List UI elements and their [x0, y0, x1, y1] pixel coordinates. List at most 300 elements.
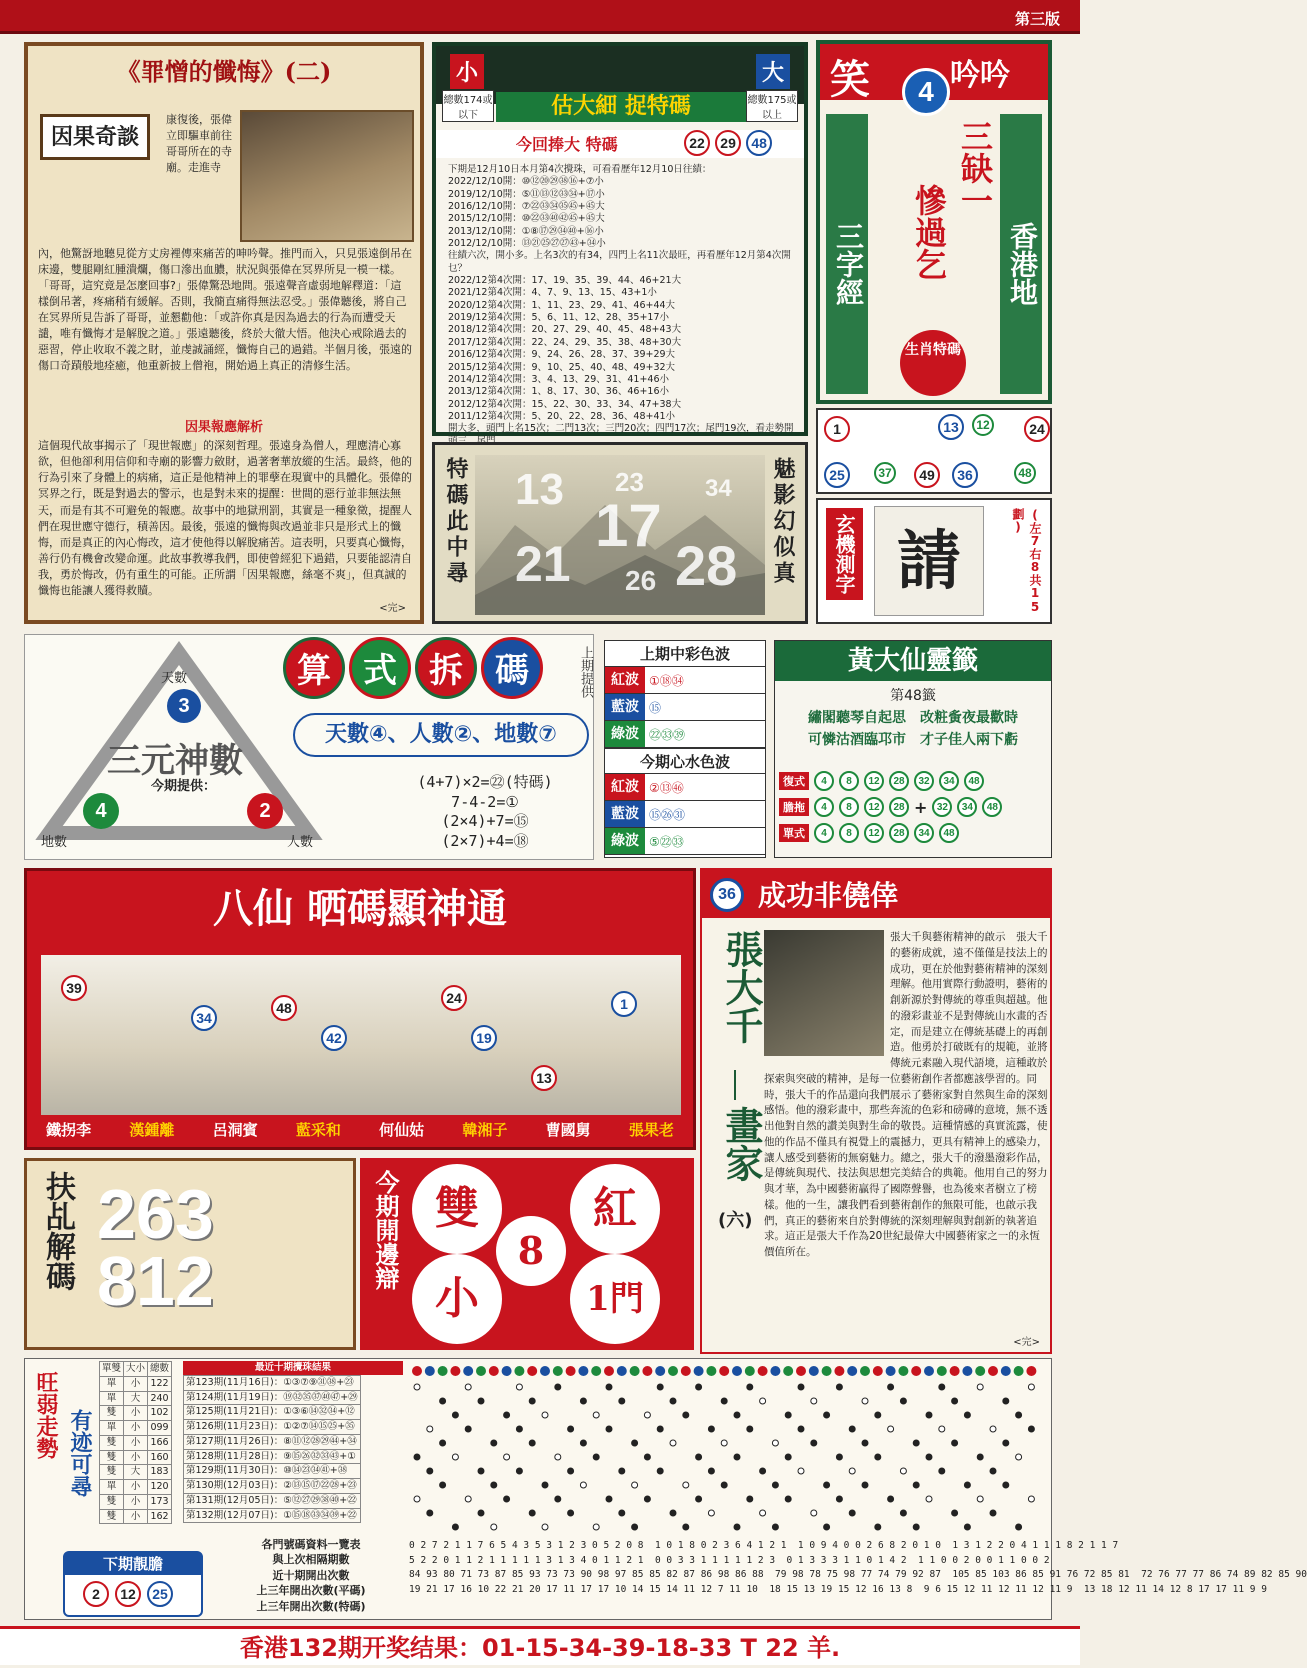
trend-dot [632, 1440, 638, 1446]
trend-dot [990, 1426, 996, 1432]
success-portrait [764, 930, 884, 1056]
trend-dot [913, 1482, 919, 1488]
wts-ball: 12 [864, 797, 884, 817]
trend-dot [1016, 1454, 1022, 1460]
trend-dot [964, 1524, 970, 1530]
grid-header-dot [796, 1366, 806, 1376]
success-title: 成功非僥倖 [758, 879, 899, 912]
trend-dot [964, 1412, 970, 1418]
trend-dot [478, 1468, 484, 1474]
joke-riddle-2: 慘過乞 [910, 184, 948, 280]
joke-panel [816, 40, 1052, 404]
trend-dot [542, 1482, 548, 1488]
mini-cell: 大 [124, 1391, 148, 1406]
trend-dot [529, 1398, 535, 1404]
immortal-ball: 1 [611, 991, 637, 1017]
recent-row: 第127期(11月26日)：⑧⑪⑫㉘㉙㊹+㉞ [184, 1434, 361, 1449]
zodiac-stamp: 生肖特碼 [900, 330, 966, 396]
mini-cell: 小 [124, 1450, 148, 1465]
mini-cell: 160 [148, 1450, 172, 1465]
trend-dot [964, 1482, 970, 1488]
grid-header-dot [937, 1366, 947, 1376]
wave-values: ⑤㉒㉝ [649, 834, 684, 849]
history-row: 2012/12第4次開：15、22、30、33、34、47+38大 [448, 398, 682, 410]
trend-dot [1003, 1398, 1009, 1404]
fuji-numbers [97, 1175, 214, 1320]
period-red: 紅 [570, 1164, 660, 1254]
wts-row [779, 797, 1047, 817]
trend-dot [529, 1440, 535, 1446]
trend-dot [888, 1384, 894, 1390]
trend-dot [888, 1496, 894, 1502]
grid-header-dot [425, 1366, 435, 1376]
wave-key: 綠波 [605, 721, 645, 747]
grid-header-dot [655, 1366, 665, 1376]
calc-line: (4+7)×2=㉒(特碼) [417, 773, 553, 791]
grid-header-dot [758, 1366, 768, 1376]
trend-dot [632, 1524, 638, 1530]
success-body [764, 930, 1048, 1350]
trend-dot [465, 1426, 471, 1432]
trend-dot [913, 1524, 919, 1530]
wts-poem-line: 繡閣聽琴自起思 改粧夤夜最歡時 [808, 710, 1018, 726]
riddle-label: 玄機測字 [826, 508, 863, 600]
wave-values: ⑮ [649, 700, 662, 715]
summary-labels [211, 1537, 411, 1614]
trend-dot [811, 1510, 817, 1516]
heaven-ball: 3 [167, 689, 201, 723]
trend-dot [606, 1384, 612, 1390]
grid-header-dot [834, 1366, 844, 1376]
draw-result: 香港132期开奖结果：01-15-34-39-18-33 T 22 羊. [0, 1626, 1080, 1665]
eight-names [27, 1119, 693, 1140]
zodiac-ball: 24 [1024, 416, 1050, 442]
story-illustration [240, 110, 414, 242]
zodiac-ball: 37 [874, 462, 896, 484]
wts-ball: 28 [889, 797, 909, 817]
trend-dot [939, 1384, 945, 1390]
history-row: 2020/12第4次開：1、11、23、29、41、46+44大 [448, 299, 676, 311]
mini-cell: 雙 [100, 1509, 124, 1524]
mini-cell: 小 [124, 1435, 148, 1450]
joke-number-ball: 4 [902, 68, 950, 116]
trend-dot [632, 1482, 638, 1488]
trend-dot [772, 1482, 778, 1488]
trend-dot [696, 1384, 702, 1390]
big-range-label: 總數175或以上 [746, 90, 798, 122]
grid-header-dot [706, 1366, 716, 1376]
trend-dot [824, 1482, 830, 1488]
grid-header-dot [694, 1366, 704, 1376]
wave-row [605, 774, 765, 801]
history-row: 2013/12/10開：①⑧⑰㉙㉞㊵+⑯小 [448, 225, 604, 237]
earth-label: 地數 [41, 835, 68, 850]
immortal-name: 張果老 [628, 1121, 674, 1139]
mini-cell: 173 [148, 1494, 172, 1509]
trend-dot [849, 1426, 855, 1432]
grid-header-dot [630, 1366, 640, 1376]
trend-dot [862, 1398, 868, 1404]
history-row: 往績六次，開小多。上名3次的有34，四門上名11次最旺，再看歷年12月第4次開乜？ [448, 250, 791, 274]
this-wave-title: 今期心水色波 [605, 748, 765, 774]
history-row: 2013/12第4次開：1、8、17、30、36、46+16小 [448, 386, 670, 398]
trend-dot [1003, 1482, 1009, 1488]
trend-dot [849, 1468, 855, 1474]
trend-dot [1016, 1524, 1022, 1530]
trend-label-2: 有迹可尋 [67, 1409, 93, 1497]
history-text [448, 164, 798, 460]
ink-number: 21 [515, 536, 571, 592]
period-panel [360, 1158, 694, 1350]
wave-row [605, 801, 765, 828]
immortal-ball: 13 [531, 1065, 557, 1091]
formula-sum: 天數④、人數②、地數⑦ [293, 713, 589, 757]
joke-header [820, 44, 1048, 107]
fuji-label: 扶乩解碼 [40, 1171, 75, 1291]
trend-dot [785, 1412, 791, 1418]
trend-dot [478, 1398, 484, 1404]
small-range-label: 總數174或以下 [442, 90, 494, 122]
recent-row: 第126期(11月23日)：①②⑦⑭⑮㉕+㉟ [184, 1420, 361, 1435]
trend-dot [798, 1468, 804, 1474]
trend-dot [1028, 1496, 1034, 1502]
zodiac-ball: 48 [1014, 462, 1036, 484]
mini-cell: 小 [124, 1509, 148, 1524]
trend-dot [760, 1468, 766, 1474]
trend-dot [478, 1510, 484, 1516]
history-row: 開大多，頭門上名15次；二門13次；三門20次；四門17次；尾門19次，看走勢開 [448, 423, 794, 435]
period-small: 小 [412, 1254, 502, 1344]
wts-ball: 8 [839, 797, 859, 817]
wts-poem-line: 可憐沽酒臨邛市 才子佳人兩下虧 [808, 732, 1018, 749]
grid-header-dot [809, 1366, 819, 1376]
human-ball: 2 [247, 793, 283, 829]
trend-dot [465, 1384, 471, 1390]
odd-even-table [99, 1361, 179, 1524]
trend-dot [1028, 1384, 1034, 1390]
mini-head: 大小 [124, 1362, 148, 1377]
trend-dot [580, 1398, 586, 1404]
summary-line: 各門號碼資料一覽表 [261, 1538, 361, 1551]
grid-header-dot [873, 1366, 883, 1376]
trend-dot [836, 1496, 842, 1502]
period-center: 8 [496, 1216, 566, 1286]
mini-cell: 雙 [100, 1406, 124, 1421]
trend-dot [1003, 1440, 1009, 1446]
joke-right-column: 香港地 [1000, 114, 1042, 394]
wts-ball: 28 [889, 771, 909, 791]
grid-header-dot [745, 1366, 755, 1376]
eight-immortals-panel [24, 868, 696, 1150]
riddle-panel [816, 498, 1052, 624]
trend-dot [452, 1524, 458, 1530]
trend-dot [708, 1426, 714, 1432]
immortal-name: 何仙姑 [379, 1121, 425, 1139]
big-mark: 大 [756, 54, 790, 89]
period-door: 1門 [570, 1254, 660, 1344]
zodiac-ball: 12 [972, 414, 994, 436]
story-subtitle: 因果報應解析 [184, 420, 263, 435]
mini-cell: 大 [124, 1465, 148, 1480]
pick-text: 今回捧大 特碼 [516, 135, 618, 154]
summary-rows [409, 1539, 1307, 1598]
zodiac-ball: 25 [824, 462, 850, 488]
trend-dot [555, 1496, 561, 1502]
grid-header-dot [822, 1366, 832, 1376]
mini-cell: 240 [148, 1391, 172, 1406]
trend-dot [568, 1510, 574, 1516]
trend-dot [785, 1454, 791, 1460]
next-pick-balls [83, 1581, 173, 1607]
summary-line: 上三年開出次數(平碼) [256, 1584, 366, 1598]
grid-header-dot [412, 1366, 422, 1376]
summary-row: 84 93 80 71 73 87 85 93 73 73 90 98 97 85 85 82 87 86 98 86 88 79 98 78 75 98 77 74 79 92 87 105 85 103 86 85 91 76 72 85 81 72 76 77 77 86 74 89 82 85 90 [409, 1569, 1307, 1581]
wts-ball: 28 [889, 823, 909, 843]
trend-dot [504, 1454, 510, 1460]
success-number: 36 [710, 878, 744, 912]
trend-dot [862, 1482, 868, 1488]
trend-dot [427, 1426, 433, 1432]
mini-cell: 122 [148, 1376, 172, 1391]
wts-row-label: 膽拖 [779, 798, 809, 816]
trend-dot [939, 1468, 945, 1474]
trend-dot [644, 1496, 650, 1502]
wave-key: 綠波 [605, 828, 645, 854]
wts-ball: 4 [814, 797, 834, 817]
wts-ball: 48 [982, 797, 1002, 817]
pick-balls [684, 130, 772, 156]
trend-dot [683, 1412, 689, 1418]
wave-row [605, 721, 765, 748]
trend-dot [1028, 1426, 1034, 1432]
trend-dot [836, 1454, 842, 1460]
immortal-ball: 34 [191, 1005, 217, 1031]
wts-row [779, 823, 1047, 843]
success-subject: 畫家 [719, 1106, 764, 1182]
grid-header-dot [463, 1366, 473, 1376]
wts-ball: 34 [939, 771, 959, 791]
trend-dot [644, 1454, 650, 1460]
pick-ball: 48 [746, 130, 772, 156]
mini-cell: 小 [124, 1494, 148, 1509]
wts-ball: 48 [939, 823, 959, 843]
grid-header-dot [886, 1366, 896, 1376]
top-banner [0, 0, 1080, 34]
mini-head: 總數 [148, 1362, 172, 1377]
trend-dot [606, 1496, 612, 1502]
trend-dot [606, 1426, 612, 1432]
grid-header-dot [604, 1366, 614, 1376]
trend-dot [657, 1426, 663, 1432]
grid-header-dot [962, 1366, 972, 1376]
wts-ball: 4 [814, 823, 834, 843]
trend-dot [696, 1454, 702, 1460]
riddle-character: 請 [874, 506, 984, 616]
recent-row: 第124期(11月19日)：⑲㉜㉟㊲㊵㊼+㉙ [184, 1390, 361, 1405]
trend-dot [452, 1454, 458, 1460]
history-row: 2021/12第4次開：4、7、9、13、15、43+1小 [448, 287, 657, 299]
next-pick-box [63, 1551, 203, 1617]
story-analysis: 這個現代故事揭示了「現世報應」的深刻哲理。張遠身為僧人，理應清心寡欲，但他卻利用信仰和寺廟的影響力斂財，過著奢華放縱的生活。最終，他的行為引來了身體上的病痛，這正是他精神上的罪孽在現實中的具體化。張偉的冥界之行，既是對過去的警示，也是對未來的提醒：世間的惡行並非無法無天，而是有其不可避免的報應。故事中的地獄刑罰，其實是一種象徵，提醒人們在現世應守德行，積善因。最後，張遠的懺悔與改過並非只是形式上的懺悔，而是真正的內心悔改，這才使他得以解脫痛苦。這表明，只要真心懺悔，善行仍有機會改變命運。此故事教導我們，即使曾經犯下過錯，只要能認清自我，勇於悔改，仍有重生的可能。正所謂「因果報應，絲毫不爽」，但真誠的懺悔也能讓人獲得救贖。 [38, 439, 412, 598]
grid-header-dot [578, 1366, 588, 1376]
trend-dot [772, 1524, 778, 1530]
wts-ball: 48 [964, 771, 984, 791]
grid-header-dot [847, 1366, 857, 1376]
trend-dot [504, 1412, 510, 1418]
trend-dot [465, 1496, 471, 1502]
trend-dot [516, 1384, 522, 1390]
ink-number: 13 [515, 465, 564, 514]
trend-dot [683, 1524, 689, 1530]
calc-line: (2×4)+7=⑮ [441, 812, 529, 830]
success-text: 張大千與藝術精神的啟示 張大千的藝術成就，遠不僅僅是技法上的成功，更在於他對藝術精神的深刻理解。他用實際行動證明，藝術的創新源於對傳統的尊重與超越。他的潑彩畫並不是對傳統山水畫的否定，而是建立在傳統基礎上的再創造。他勇於打破既有的規範，並將傳統元素融入現代語境，這種敢於探索與突破的精神，是每一位藝術創作者都應該學習的。同時，張大千的作品還向我們展示了藝術家對自然與生命的深刻感悟。他的潑彩畫中，那些奔流的色彩和磅礡的意境，無不透出他對自然的讚美與對生命的敬畏。這種情感的真實流露，使他的作品不僅具有視覺上的震撼力，更具有精神上的感染力，讓人感受到藝術的無窮魅力。總之，張大千的潑墨潑彩作品，是傳統與現代、技法與思想完美結合的典範。他用自己的努力與才華，為中國藝術贏得了國際聲譽，也為後來者樹立了榜樣。他的一生，讓我們看到藝術創作的無限可能，也啟示我們，真正的藝術來自於對傳統的深刻理解與對創新的執著追求。這正是張大千作為20世紀最偉大中國藝術家之一的永恆價值所在。 [764, 931, 1048, 1258]
mini-cell: 120 [148, 1480, 172, 1495]
zodiac-ball: 13 [938, 414, 964, 440]
ink-number: 28 [675, 534, 738, 597]
grid-header-dot [975, 1366, 985, 1376]
joke-title-smile: 吟吟 [950, 58, 1010, 93]
story-paragraph-intro: 康復後，張偉立即驅車前往哥哥所在的寺廟。走進寺 [166, 113, 232, 174]
grid-header-dot [591, 1366, 601, 1376]
trend-dot [593, 1412, 599, 1418]
grid-header-dot [681, 1366, 691, 1376]
wts-lot-number: 第48籤 [890, 688, 936, 704]
trend-dot [542, 1412, 548, 1418]
big-small-title: 估大細 捉特碼 [496, 92, 746, 122]
plus-sign: + [914, 797, 928, 817]
formula-char: 算 [283, 637, 345, 699]
wave-key: 紅波 [605, 774, 645, 800]
trend-dot [760, 1398, 766, 1404]
small-mark: 小 [450, 54, 484, 89]
history-row: 2019/12/10開：⑤⑪⑬⑫㉝㉞+⑰小 [448, 188, 605, 200]
wts-title: 黃大仙靈籤 [775, 641, 1051, 681]
grid-header-dot [898, 1366, 908, 1376]
trend-dot [734, 1524, 740, 1530]
trend-dot [747, 1384, 753, 1390]
trend-dot [568, 1426, 574, 1432]
trend-dot [1016, 1412, 1022, 1418]
trend-dot [734, 1412, 740, 1418]
grid-header-dot [770, 1366, 780, 1376]
history-row: 2016/12/10開：⑦㉒㉝㉞㉟㊺+㊺大 [448, 201, 605, 213]
trend-dot [952, 1440, 958, 1446]
wave-key: 紅波 [605, 667, 645, 693]
ink-number: 26 [625, 565, 657, 596]
summary-row: 0 2 7 2 1 1 7 6 5 4 3 5 3 1 2 3 0 5 2 0 8 1 0 1 8 0 2 3 6 4 1 2 1 1 0 9 4 0 0 2 6 8 2 0 1 0 1 3 1 2 2 0 4 1 1 1 8 2 1 1 7 [409, 1540, 1119, 1551]
trend-dot [491, 1482, 497, 1488]
immortal-ball: 24 [441, 985, 467, 1011]
wts-ball: 12 [864, 771, 884, 791]
immortal-name: 韓湘子 [462, 1121, 508, 1139]
this-wave-rows [605, 774, 765, 855]
last-wave-rows [605, 667, 765, 748]
trend-dot [952, 1510, 958, 1516]
trend-dot [619, 1510, 625, 1516]
wts-ball: 32 [914, 771, 934, 791]
history-row: 2019/12第4次開：5、6、11、12、28、35+17小 [448, 312, 670, 324]
wave-values: ㉒㉝㊴ [649, 727, 686, 742]
trend-dot [568, 1468, 574, 1474]
last-wave-title: 上期中彩色波 [605, 641, 765, 667]
ink-number: 17 [595, 492, 662, 559]
grid-header-dot [719, 1366, 729, 1376]
mini-cell: 小 [124, 1421, 148, 1436]
zodiac-balls-panel [816, 408, 1052, 494]
next-ball: 25 [147, 1581, 173, 1607]
grid-header-dot [950, 1366, 960, 1376]
immortal-ball: 19 [471, 1025, 497, 1051]
trend-dot [811, 1398, 817, 1404]
next-ball: 2 [83, 1581, 109, 1607]
immortal-ball: 48 [271, 995, 297, 1021]
wts-ball: 32 [932, 797, 952, 817]
ink-right-caption: 魅影幻似真 [770, 457, 796, 587]
calc-line: (2×7)+4=⑱ [441, 831, 529, 850]
trend-dot [542, 1524, 548, 1530]
grid-header-dot [553, 1366, 563, 1376]
story-body: 內，他驚訝地聽見從方丈房裡傳來痛苦的呻吟聲。推門而入，只見張遠倒吊在床邊，雙腿剛紅腫潰爛，傷口滲出血膿，狀況與張偉在冥界所見一模一樣。「哥哥，這究竟是怎麼回事?」張偉驚恐地問。張遠聲音虛弱地解釋道：「這樣倒吊著，疼痛稍有緩解。否則，我簡直痛得無法忍受。」張偉聽後，將自己在冥界所見告訴了哥哥，並懇勸他：「或許你真是因為過去的行為而遭受天譴，唯有懺悔才是解脫之道。」張遠聽後，終於大徹大悟。他決心戒除過去的惡習，停止收取不義之財，並虔誠誦經，懺悔自己的過錯。半個月後，張遠的傷口奇蹟般地痊癒，他重新披上僧袍，開始過上真正的清修生活。 [38, 247, 412, 372]
ink-number: 23 [615, 467, 644, 497]
trend-dot [644, 1412, 650, 1418]
wave-values: ⑮㉖㉛ [649, 807, 686, 822]
period-label: 今期開邊辯 [371, 1170, 400, 1290]
trend-dot [977, 1496, 983, 1502]
zodiac-ball: 1 [824, 416, 850, 442]
next-pick-label: 下期靚膽 [65, 1553, 201, 1575]
formula-char: 碼 [481, 637, 543, 699]
immortal-name: 曹國舅 [545, 1121, 591, 1139]
recent-row: 第131期(12月05日)：⑤⑫㉗㉙㊳㊵+㉒ [184, 1493, 361, 1508]
formula-panel [24, 634, 594, 860]
summary-row: 5 2 2 0 1 1 2 1 1 1 1 1 3 1 3 4 0 1 1 2 1 0 0 3 3 1 1 1 1 1 2 3 0 1 3 3 3 1 1 0 1 4 2 1 1 0 0 2 0 0 1 1 0 0 2 [409, 1554, 1050, 1566]
trend-dot [708, 1510, 714, 1516]
wts-ball: 34 [957, 797, 977, 817]
trend-dot [593, 1454, 599, 1460]
trend-dot [900, 1510, 906, 1516]
recent-row: 第125期(11月21日)：①③⑥⑭㉜㉞+⑫ [184, 1405, 361, 1420]
history-row: 2016/12第4次開：9、24、26、28、37、39+29大 [448, 349, 676, 361]
formula-char: 式 [349, 637, 411, 699]
heaven-label: 天數 [161, 671, 188, 686]
success-divider [734, 1070, 736, 1100]
history-rows [448, 176, 798, 460]
mini-cell: 166 [148, 1435, 172, 1450]
eight-illustration [41, 955, 681, 1115]
success-person: 張大千 [719, 930, 764, 1044]
history-row: 2017/12第4次開：22、24、29、35、38、48+30大 [448, 336, 682, 348]
history-row: 2022/12第4次開：17、19、35、39、44、46+21大 [448, 275, 682, 287]
mini-cell: 單 [100, 1376, 124, 1391]
fuji-number: 812 [97, 1241, 214, 1320]
human-label: 人數 [287, 835, 314, 850]
pick-ball: 29 [715, 130, 741, 156]
wave-values: ①⑱㉞ [649, 673, 684, 688]
trend-dot [721, 1440, 727, 1446]
color-wave-panel [604, 640, 766, 858]
recent-row: 第128期(11月28日)：⑨⑮㉖㉜㉝㊸+① [184, 1449, 361, 1464]
trend-dot [657, 1384, 663, 1390]
trend-dot [785, 1496, 791, 1502]
trend-dot [516, 1468, 522, 1474]
trend-dot [926, 1454, 932, 1460]
trend-dot [414, 1454, 420, 1460]
trend-dot [862, 1440, 868, 1446]
zodiac-ball: 36 [952, 462, 978, 488]
success-end: <完> [1013, 1337, 1040, 1348]
sanyuan-title: 三元神數 [107, 741, 243, 781]
success-header [702, 870, 1050, 918]
